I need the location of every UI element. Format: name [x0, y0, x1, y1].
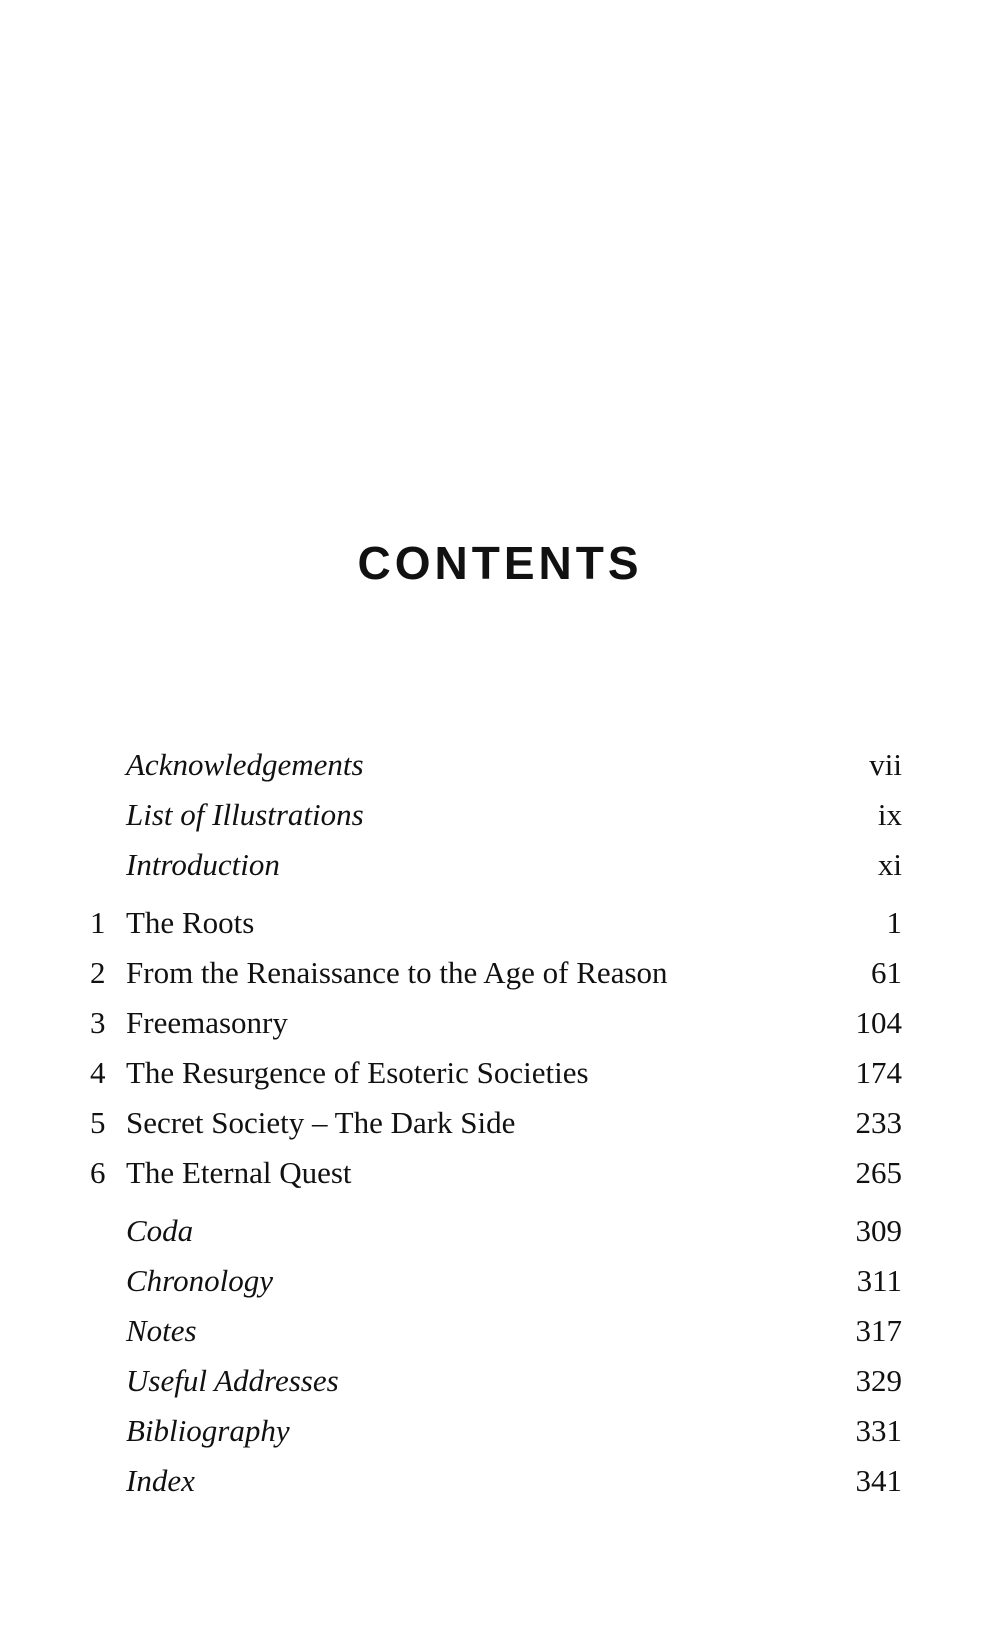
toc-entry-list-of-illustrations — [90, 790, 902, 840]
toc-entry-page: 341 — [855, 1463, 902, 1498]
toc-chapter-label: The Eternal Quest — [126, 1155, 352, 1190]
toc-entry-label: Acknowledgements — [126, 747, 364, 782]
toc-chapter-page: 1 — [886, 905, 902, 940]
toc-chapter-1 — [90, 898, 902, 948]
toc-entry-acknowledgements — [90, 740, 902, 790]
toc-chapter-label: The Roots — [126, 905, 255, 940]
toc-chapter-4 — [90, 1048, 902, 1098]
toc-entry-label: Index — [126, 1463, 195, 1498]
toc-chapter-6 — [90, 1148, 902, 1198]
toc-chapter-number: 3 — [90, 1005, 106, 1040]
toc-chapter-number: 5 — [90, 1105, 106, 1140]
page-title: CONTENTS — [357, 537, 643, 589]
toc-chapter-5 — [90, 1098, 902, 1148]
table-of-contents — [90, 740, 902, 1506]
toc-entry-page: ix — [877, 797, 902, 832]
toc-chapter-page: 104 — [855, 1005, 902, 1040]
toc-entry-label: Chronology — [126, 1263, 273, 1298]
toc-chapter-number: 2 — [90, 955, 106, 990]
toc-chapter-page: 174 — [855, 1055, 902, 1090]
toc-chapter-label: Freemasonry — [126, 1005, 288, 1040]
toc-entry-index — [90, 1456, 902, 1506]
toc-entry-page: 329 — [855, 1363, 902, 1398]
toc-entry-page: xi — [877, 847, 902, 882]
toc-entry-label: Coda — [126, 1213, 194, 1248]
toc-entry-page: 309 — [855, 1213, 902, 1248]
toc-entry-coda — [90, 1206, 902, 1256]
toc-chapter-number: 6 — [90, 1155, 106, 1190]
toc-entry-chronology — [90, 1256, 902, 1306]
toc-entry-page: 331 — [855, 1413, 902, 1448]
toc-entry-useful-addresses — [90, 1356, 902, 1406]
toc-entry-page: 311 — [856, 1263, 902, 1298]
toc-entry-page: 317 — [855, 1313, 902, 1348]
toc-chapter-label: From the Renaissance to the Age of Reason — [126, 955, 668, 990]
toc-chapter-number: 4 — [90, 1055, 106, 1090]
toc-entry-label: Useful Addresses — [126, 1363, 339, 1398]
toc-chapter-3 — [90, 998, 902, 1048]
toc-entry-bibliography — [90, 1406, 902, 1456]
toc-chapter-page: 233 — [855, 1105, 902, 1140]
toc-entry-label: Bibliography — [126, 1413, 290, 1448]
toc-entry-introduction — [90, 840, 902, 890]
toc-chapter-label: Secret Society – The Dark Side — [126, 1105, 516, 1140]
toc-entry-notes — [90, 1306, 902, 1356]
toc-entry-label: Introduction — [126, 847, 280, 882]
toc-chapter-number: 1 — [90, 905, 106, 940]
toc-chapter-page: 61 — [871, 955, 902, 990]
toc-chapter-label: The Resurgence of Esoteric Societies — [126, 1055, 589, 1090]
toc-chapter-page: 265 — [855, 1155, 902, 1190]
toc-entry-label: List of Illustrations — [126, 797, 364, 832]
toc-chapter-2 — [90, 948, 902, 998]
toc-entry-label: Notes — [126, 1313, 197, 1348]
toc-entry-page: vii — [869, 747, 902, 782]
